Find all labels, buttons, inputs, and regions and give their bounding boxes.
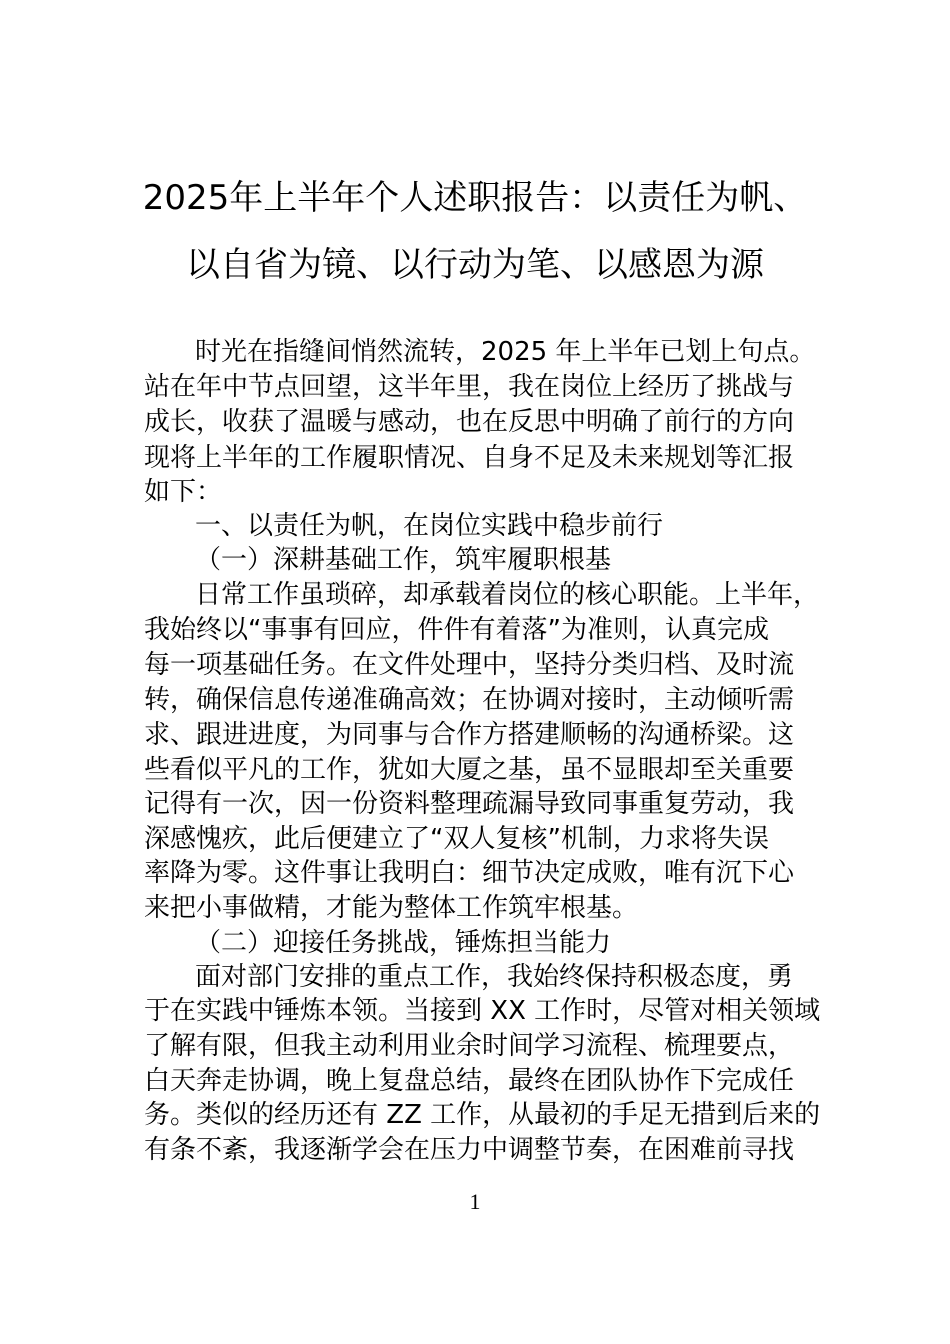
body-line: 务。类似的经历还有 ZZ 工作，从最初的手足无措到后来的 (144, 1100, 821, 1130)
body-line: 率降为零。这件事让我明白：细节决定成败，唯有沉下心 (144, 858, 795, 888)
body-line: 转，确保信息传递准确高效；在协调对接时，主动倾听需 (144, 685, 795, 715)
section-heading-1: 一、以责任为帆，在岗位实践中稳步前行 (195, 511, 664, 541)
body-line: 于在实践中锤炼本领。当接到 XX 工作时，尽管对相关领域 (144, 996, 821, 1026)
body-line: 如下： (144, 477, 223, 507)
body-line: 成长，收获了温暖与感动，也在反思中明确了前行的方向 (144, 407, 795, 437)
body-line: 我始终以“事事有回应，件件有着落”为准则，认真完成 (144, 615, 769, 645)
subsection-heading-2: （二）迎接任务挑战，锤炼担当能力 (195, 928, 612, 958)
document-title-line-2: 以自省为镜、以行动为笔、以感恩为源 (186, 245, 764, 285)
page-number: 1 (469, 1189, 481, 1214)
subsection-heading-1: （一）深耕基础工作，筑牢履职根基 (195, 545, 612, 575)
body-line: 面对部门安排的重点工作，我始终保持积极态度，勇 (195, 962, 794, 992)
body-line: 记得有一次，因一份资料整理疏漏导致同事重复劳动，我 (144, 789, 795, 819)
body-line: 些看似平凡的工作，犹如大厦之基，虽不显眼却至关重要 (144, 755, 795, 785)
body-line: 深感愧疚，此后便建立了“双人复核”机制，力求将失误 (144, 824, 769, 854)
body-line: 每一项基础任务。在文件处理中，坚持分类归档、及时流 (144, 650, 795, 680)
body-line: 求、跟进进度，为同事与合作方搭建顺畅的沟通桥梁。这 (144, 720, 795, 750)
document-title-line-1: 2025年上半年个人述职报告：以责任为帆、 (142, 178, 808, 218)
body-line: 白天奔走协调，晚上复盘总结，最终在团队协作下完成任 (144, 1066, 795, 1096)
body-line: 站在年中节点回望，这半年里，我在岗位上经历了挑战与 (144, 372, 795, 402)
body-line: 时光在指缝间悄然流转，2025 年上半年已划上句点。 (195, 337, 816, 367)
body-line: 现将上半年的工作履职情况、自身不足及未来规划等汇报 (144, 443, 795, 473)
body-line: 有条不紊，我逐渐学会在压力中调整节奏，在困难前寻找 (144, 1135, 795, 1165)
body-line: 来把小事做精，才能为整体工作筑牢根基。 (144, 893, 639, 923)
body-line: 了解有限，但我主动利用业余时间学习流程、梳理要点， (144, 1031, 795, 1061)
body-line: 日常工作虽琐碎，却承载着岗位的核心职能。上半年， (195, 580, 820, 610)
